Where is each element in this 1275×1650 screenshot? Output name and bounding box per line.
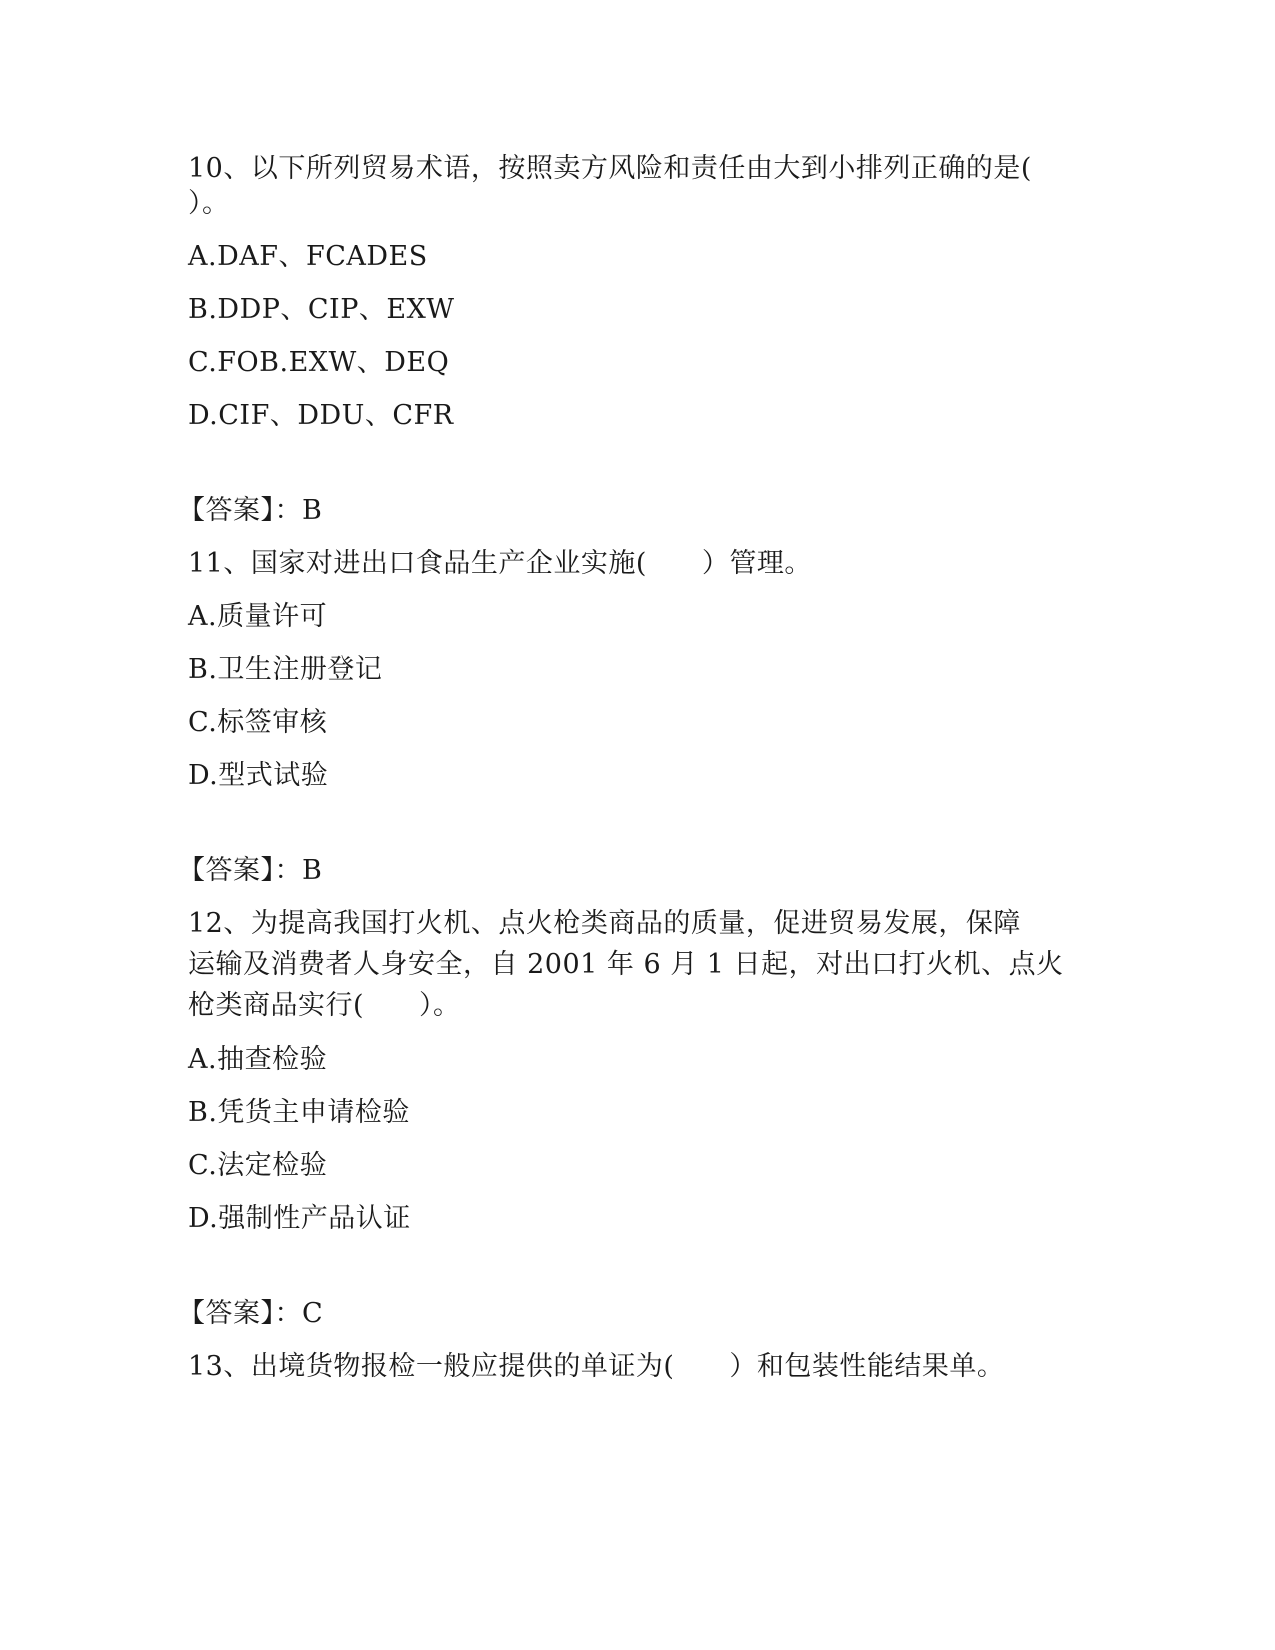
question-11-option-d: D.型式试验 [188,760,329,791]
question-10-option-b: B.DDP、CIP、EXW [188,294,455,325]
question-12-option-d: D.强制性产品认证 [188,1203,411,1234]
question-11-answer: 【答案】：B [178,855,323,886]
question-10-option-c: C.FOB.EXW、DEQ [188,347,450,378]
question-12-text-line-3: 枪类商品实行( ）。 [188,990,461,1021]
document-page [178,0,1088,1650]
question-13-text-line-1: 13、出境货物报检一般应提供的单证为( ）和包装性能结果单。 [188,1351,1005,1382]
question-11-option-a: A.质量许可 [188,601,328,632]
question-10-text-line-2: ）。 [188,188,230,219]
question-10-answer: 【答案】：B [178,495,323,526]
question-11-option-b: B.卫生注册登记 [188,654,383,685]
question-12-text-line-2: 运输及消费者人身安全，自 2001 年 6 月 1 日起，对出口打火机、点火 [188,949,1064,980]
question-10-text-line-1: 10、以下所列贸易术语，按照卖方风险和责任由大到小排列正确的是( [188,153,1032,184]
question-12-text-line-1: 12、为提高我国打火机、点火枪类商品的质量，促进贸易发展，保障 [188,908,1021,939]
question-12-option-a: A.抽查检验 [188,1044,328,1075]
question-11-text-line-1: 11、国家对进出口食品生产企业实施( ）管理。 [188,548,812,579]
question-12-option-b: B.凭货主申请检验 [188,1097,410,1128]
question-12-option-c: C.法定检验 [188,1150,328,1181]
question-11-option-c: C.标签审核 [188,707,328,738]
question-10-option-d: D.CIF、DDU、CFR [188,400,454,431]
question-10-option-a: A.DAF、FCADES [188,241,428,272]
question-12-answer: 【答案】：C [178,1298,324,1329]
